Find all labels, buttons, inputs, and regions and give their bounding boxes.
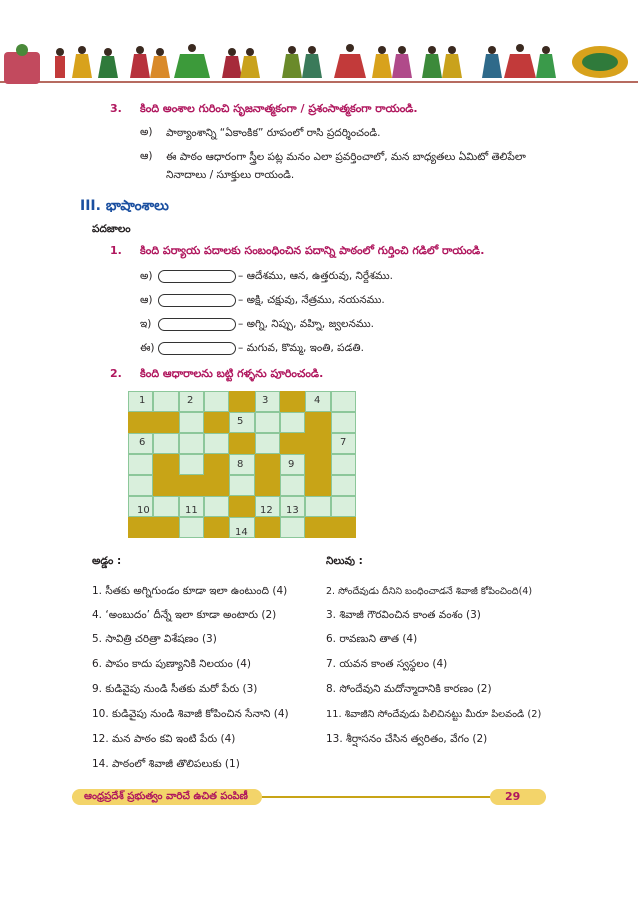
crossword-block (204, 475, 229, 496)
crossword-block (305, 433, 330, 454)
crossword-block (255, 454, 280, 475)
crossword-grid (128, 391, 356, 538)
crossword-cell[interactable] (331, 496, 356, 517)
crossword-cell[interactable] (280, 475, 305, 496)
crossword-block (229, 433, 254, 454)
crossword-number-9: 9 (288, 459, 295, 470)
down-clue-13: 13. శీర్షాసనం చేసిన త్వరితం, వేగం (2) (326, 733, 488, 745)
synonym-b-label: ఆ) (140, 294, 153, 306)
down-heading: నిలువు : (326, 555, 363, 567)
crossword-number-2: 2 (187, 395, 194, 406)
crossword-block (128, 412, 153, 433)
crossword-block (204, 517, 229, 538)
crossword-cell[interactable] (204, 433, 229, 454)
crossword-number-4: 4 (314, 395, 321, 406)
crossword-block (331, 517, 356, 538)
crossword-block (305, 475, 330, 496)
across-clue-6: 6. పాపం కాదు పుణ్యానికి నిలయం (4) (92, 658, 252, 670)
crossword-block (305, 517, 330, 538)
crossword-block (280, 433, 305, 454)
crossword-block (305, 412, 330, 433)
synonym-d-words: – మగువ, కొమ్మ, ఇంతి, పడతి. (238, 342, 364, 354)
crossword-number-1: 1 (139, 395, 146, 406)
crossword-number-13: 13 (286, 505, 299, 516)
crossword-number-12: 12 (260, 505, 273, 516)
crossword-cell[interactable] (179, 412, 204, 433)
crossword-block (204, 412, 229, 433)
crossword-number-7: 7 (340, 437, 347, 448)
across-clue-12: 12. మన పాఠం కవి ఇంటి పేరు (4) (92, 733, 236, 745)
crossword-number-6: 6 (139, 437, 146, 448)
q2-number: 2. (110, 367, 122, 380)
crossword-cell[interactable] (331, 475, 356, 496)
across-clue-5: 5. సావిత్రి చరిత్రా విశేషణం (3) (92, 633, 217, 645)
crossword-block (255, 517, 280, 538)
q3-a-text: పాఠ్యాంశాన్ని “ఏకాంకిక” రూపంలో రాసి ప్రదర్శించండి. (166, 127, 381, 139)
down-clue-6: 6. రావణుని తాత (4) (326, 633, 418, 645)
crossword-cell[interactable] (153, 496, 178, 517)
synonym-a-words: – ఆదేశము, ఆన, ఉత్తరువు, నిర్దేశము. (238, 270, 394, 282)
q1-instruction: కింది పర్యాయ పదాలకు సంబంధించిన పదాన్ని పాఠంలో గుర్తించి గడిలో రాయండి. (140, 244, 485, 257)
crossword-cell[interactable] (204, 391, 229, 412)
dancers-banner-image (0, 38, 638, 94)
crossword-block (255, 475, 280, 496)
q3-instruction: కింది అంశాల గురించి సృజనాత్మకంగా / ప్రశంసాత్మకంగా రాయండి. (140, 102, 418, 115)
crossword-cell[interactable] (128, 475, 153, 496)
across-heading: అడ్డం : (92, 555, 122, 567)
crossword-block (153, 412, 178, 433)
down-clue-3: 3. శివాజీ గౌరవించిన కాంత వంశం (3) (326, 609, 481, 621)
across-clue-1: 1. సీతకు అగ్నిగుండం కూడా ఇలా ఉంటుంది (4) (92, 585, 288, 597)
footer-distribution-text: ఆంధ్రప్రదేశ్ ప్రభుత్వం వారిచే ఉచిత పంపిణీ (84, 791, 248, 802)
crossword-block (229, 391, 254, 412)
synonym-a-label: అ) (140, 270, 153, 282)
q2-instruction: కింది ఆధారాలను బట్టి గళ్ళను పూరించండి. (140, 367, 324, 380)
down-clue-8: 8. సోందేవుని మదోన్మాదానికి కారణం (2) (326, 683, 492, 695)
q3-b-text-line1: ఈ పాఠం ఆధారంగా స్త్రీల పట్ల మనం ఎలా ప్రవర్తించాలో, మన బాధ్యతలు ఏమిటో తెలిపేలా (166, 151, 526, 163)
crossword-number-14: 14 (235, 527, 248, 538)
crossword-cell[interactable] (280, 517, 305, 538)
down-clue-11: 11. శివాజీని సోందేవుడు పిలిచినట్టు మీరూ పిలవండి (2) (326, 709, 542, 720)
crossword-number-3: 3 (262, 395, 269, 406)
across-clue-9: 9. కుడివైపు నుండి సీతకు మరో పేరు (3) (92, 683, 258, 695)
page-number: 29 (505, 790, 521, 803)
q3-b-label: ఆ) (140, 150, 153, 162)
synonym-a-blank[interactable] (158, 270, 236, 283)
q3-b-text-line2: నినాదాలు / సూక్తులు రాయండి. (166, 169, 295, 181)
vocabulary-subheading: పదజాలం (92, 223, 131, 235)
crossword-number-10: 10 (137, 505, 150, 516)
synonym-d-label: ఈ) (140, 342, 155, 354)
crossword-block (153, 517, 178, 538)
crossword-cell[interactable] (255, 412, 280, 433)
crossword-cell[interactable] (204, 496, 229, 517)
crossword-block (128, 517, 153, 538)
crossword-block (280, 391, 305, 412)
crossword-block (305, 454, 330, 475)
across-clue-14: 14. పాఠంలో శివాజీ తొలిపలుకు (1) (92, 758, 240, 770)
q3-a-label: అ) (140, 126, 153, 138)
crossword-cell[interactable] (280, 412, 305, 433)
crossword-number-11: 11 (185, 505, 198, 516)
crossword-cell[interactable] (305, 496, 330, 517)
crossword-cell[interactable] (331, 391, 356, 412)
crossword-cell[interactable] (229, 475, 254, 496)
crossword-cell[interactable] (179, 517, 204, 538)
crossword-number-5: 5 (237, 416, 244, 427)
crossword-cell[interactable] (153, 433, 178, 454)
crossword-block (153, 475, 178, 496)
down-clue-7: 7. యవన కాంత స్వస్థలం (4) (326, 658, 448, 670)
q3-number: 3. (110, 102, 122, 115)
crossword-block (229, 496, 254, 517)
across-clue-4: 4. ‘అంబుదం’ దీన్నే ఇలా కూడా అంటారు (2) (92, 609, 277, 621)
crossword-cell[interactable] (153, 391, 178, 412)
synonym-b-blank[interactable] (158, 294, 236, 307)
crossword-cell[interactable] (179, 454, 204, 475)
crossword-number-8: 8 (237, 459, 244, 470)
section-title: III. భాషాంశాలు (80, 198, 169, 214)
q1-number: 1. (110, 244, 122, 257)
synonym-d-blank[interactable] (158, 342, 236, 355)
crossword-cell[interactable] (179, 433, 204, 454)
crossword-block (153, 454, 178, 475)
synonym-c-label: ఇ) (140, 318, 152, 330)
crossword-block (204, 454, 229, 475)
crossword-cell[interactable] (255, 433, 280, 454)
synonym-c-words: – అగ్ని, నిప్పు, వహ్ని, జ్వలనము. (238, 318, 374, 330)
down-clue-2: 2. సోందేవుడు దీనిని బంధించాడనే శివాజీ కోపించింది(4) (326, 586, 533, 597)
across-clue-10: 10. కుడివైపు నుండి శివాజీ కోపించిన సేనాని (4) (92, 708, 289, 720)
crossword-block (179, 475, 204, 496)
crossword-cell[interactable] (331, 412, 356, 433)
crossword-cell[interactable] (128, 454, 153, 475)
synonym-c-blank[interactable] (158, 318, 236, 331)
crossword-cell[interactable] (331, 454, 356, 475)
synonym-b-words: – అక్షి, చక్షువు, నేత్రము, నయనము. (238, 294, 385, 306)
